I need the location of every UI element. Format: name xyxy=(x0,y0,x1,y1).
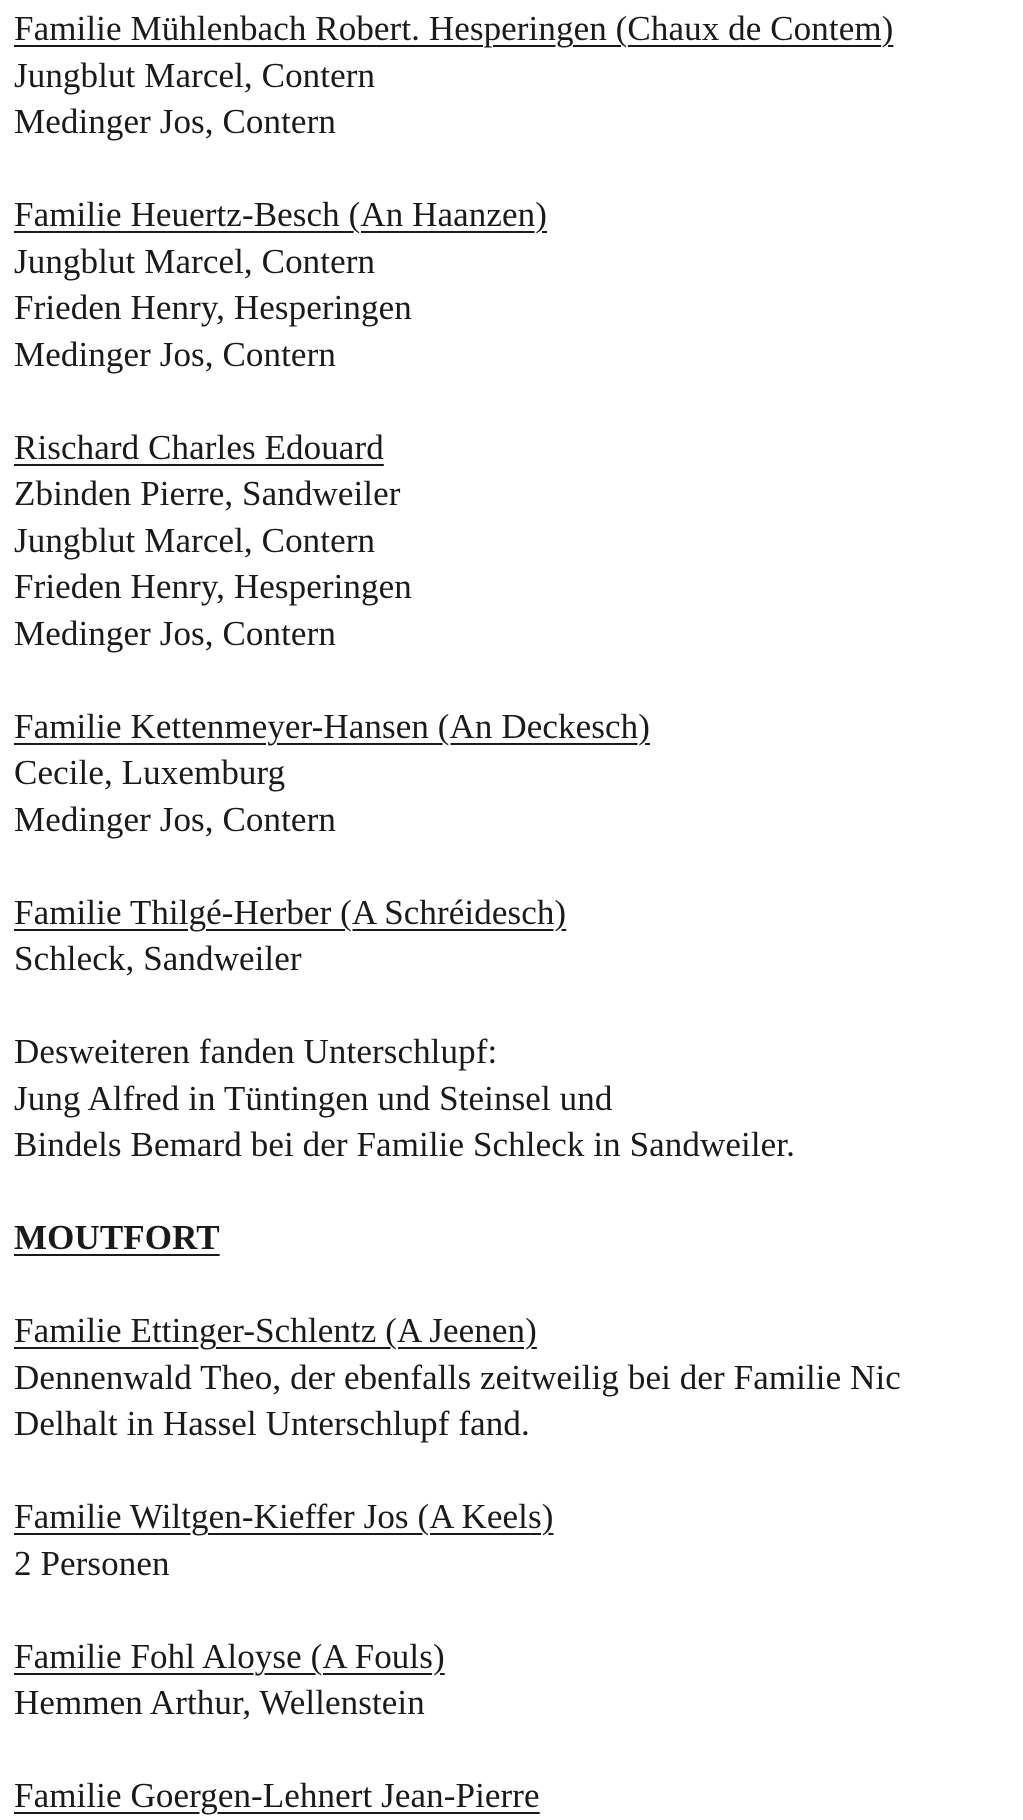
spacer xyxy=(14,657,1014,704)
person-line: Medinger Jos, Contern xyxy=(14,102,336,141)
family-heading: Familie Wiltgen-Kieffer Jos (A Keels) xyxy=(14,1497,554,1536)
family-heading: Familie Thilgé-Herber (A Schréidesch) xyxy=(14,892,567,932)
person-line: 2 Personen xyxy=(14,1543,170,1583)
person-line: Schleck, Sandweiler xyxy=(14,939,302,978)
family-heading: Familie Heuertz-Besch (An Haanzen) xyxy=(14,195,548,234)
person-line: Medinger Jos, Contern xyxy=(14,334,336,374)
spacer xyxy=(14,1448,1014,1495)
spacer xyxy=(14,378,1014,425)
spacer xyxy=(14,1727,1014,1774)
document-page xyxy=(14,6,1014,1820)
person-line: Frieden Henry, Hesperingen xyxy=(14,288,412,327)
family-heading: Familie Mühlenbach Robert. Hesperingen (Chaux de Contem) xyxy=(14,9,894,48)
spacer xyxy=(14,1169,1014,1216)
person-line: Dennenwald Theo, der ebenfalls zeitweilig bei der Familie Nic xyxy=(14,1357,901,1397)
spacer xyxy=(14,146,1014,193)
note-line: Desweiteren fanden Unterschlupf: xyxy=(14,1032,498,1071)
note-line: Jung Alfred in Tüntingen und Steinsel und xyxy=(14,1078,613,1118)
spacer xyxy=(14,1587,1014,1634)
person-line: Jungblut Marcel, Contern xyxy=(14,520,376,560)
section-title: MOUTFORT xyxy=(14,1218,220,1257)
family-heading: Familie Fohl Aloyse (A Fouls) xyxy=(14,1636,445,1676)
person-line: Jungblut Marcel, Contern xyxy=(14,241,376,281)
family-heading: Familie Kettenmeyer-Hansen (An Deckesch) xyxy=(14,706,650,746)
person-line: Delhalt in Hassel Unterschlupf fand. xyxy=(14,1404,530,1443)
spacer xyxy=(14,1262,1014,1309)
person-line: Jungblut Marcel, Contern xyxy=(14,55,376,95)
person-line: Medinger Jos, Contern xyxy=(14,799,336,839)
person-line: Cecile, Luxemburg xyxy=(14,753,286,792)
note-line: Bindels Bemard bei der Familie Schleck in Sandweiler. xyxy=(14,1125,795,1164)
person-line: Hemmen Arthur, Wellenstein xyxy=(14,1683,425,1722)
family-heading: Familie Ettinger-Schlentz (A Jeenen) xyxy=(14,1311,537,1350)
person-line: Zbinden Pierre, Sandweiler xyxy=(14,474,401,513)
spacer xyxy=(14,843,1014,890)
person-line: Medinger Jos, Contern xyxy=(14,613,336,653)
family-heading: Familie Goergen-Lehnert Jean-Pierre xyxy=(14,1776,540,1815)
person-line: Frieden Henry, Hesperingen xyxy=(14,567,412,606)
family-heading: Rischard Charles Edouard xyxy=(14,427,384,467)
spacer xyxy=(14,983,1014,1030)
